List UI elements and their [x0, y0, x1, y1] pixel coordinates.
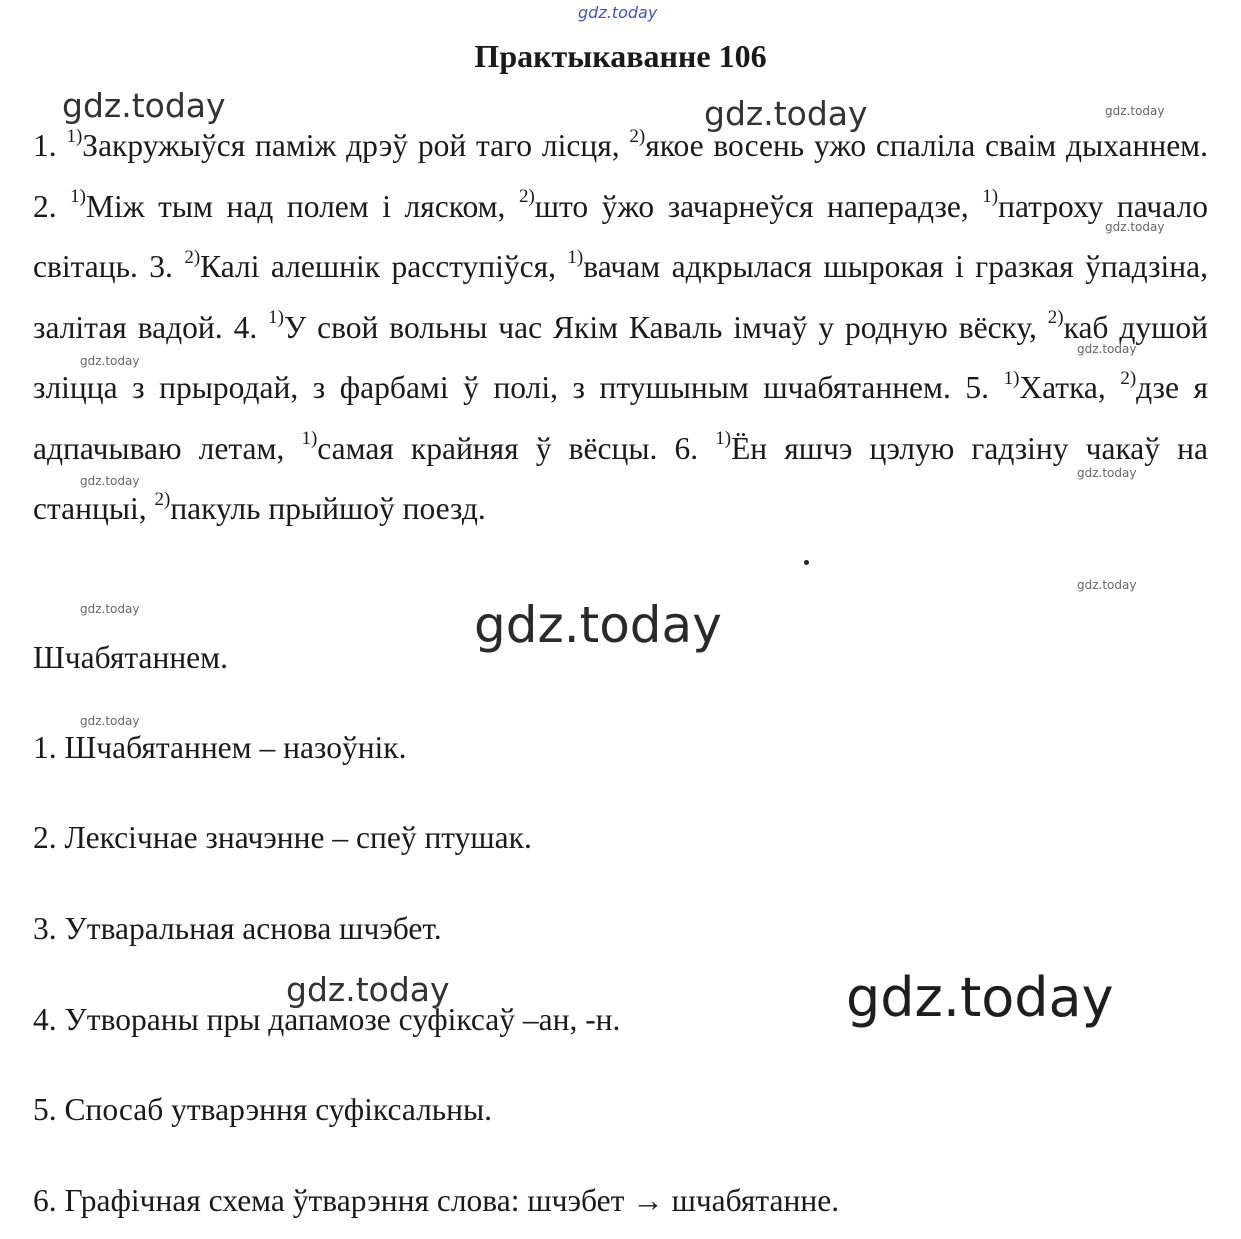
watermark-logo: gdz.today	[80, 602, 140, 616]
sentence-4: 4. $^{1)}$У свой вольны час Якім Каваль імчаў у родную вёску, $^{2)}$каб душой зліцца з прыродай, з фарбамі ў полі, з птушыным шчабятаннем.	[33, 307, 1209, 405]
watermark-logo: gdz.today	[286, 970, 450, 1009]
sentence-5: 5. $^{1)}$Хатка, $^{2)}$дзе я адпачываю летам, $^{1)}$самая крайняя ў вёсцы.	[33, 367, 1209, 466]
watermark-logo: gdz.today	[1105, 220, 1165, 234]
analysis-item-6: 6. Графічная схема ўтварэння слова: шчэбет → шчабятанне.	[33, 1183, 840, 1218]
watermark-logo: gdz.today	[80, 714, 140, 728]
sentence-2: 2. $^{1)}$Між тым над полем і ляском, $^{2)}$што ўжо зачарнеўся наперадзе, $^{1)}$патроху пачало світаць.	[33, 186, 1209, 284]
watermark-logo: gdz.today	[1077, 578, 1137, 592]
watermark-logo: gdz.today	[846, 966, 1114, 1029]
watermark-logo: gdz.today	[704, 94, 868, 133]
stray-dot	[804, 560, 809, 565]
watermark-logo: gdz.today	[1077, 466, 1137, 480]
exercise-paragraph	[33, 116, 1208, 540]
sentence-6: 6. $^{1)}$Ён яшчэ цэлую гадзіну чакаў на станцыі, $^{2)}$пакуль прыйшоў поезд.	[33, 428, 1208, 526]
watermark-logo: gdz.today	[1077, 342, 1137, 356]
word-heading: Шчабятаннем.	[33, 640, 228, 675]
watermark-logo: gdz.today	[80, 354, 140, 368]
watermark-logo: gdz.today	[578, 3, 658, 22]
analysis-item-4: 4. Утвораны пры дапамозе суфіксаў –ан, -н.	[33, 1002, 621, 1037]
watermark-logo: gdz.today	[62, 86, 226, 125]
analysis-item-2: 2. Лексічнае значэнне – спеў птушак.	[33, 820, 532, 855]
sentence-1: 1. $^{1)}$Закружыўся паміж дрэў рой таго лісця, $^{2)}$якое восень ужо спаліла сваім дыханнем.	[33, 125, 1208, 163]
watermark-logo: gdz.today	[80, 474, 140, 488]
analysis-item-1: 1. Шчабятаннем – назоўнік.	[33, 730, 407, 765]
analysis-item-3: 3. Утваральная аснова шчэбет.	[33, 911, 442, 946]
watermark-logo: gdz.today	[1105, 104, 1165, 118]
sentence-3: 3. $^{2)}$Калі алешнік расступіўся, $^{1)}$вачам адкрылася шырокая і гразкая ўпадзіна, залітая вадой.	[33, 246, 1209, 345]
analysis-item-5: 5. Спосаб утварэння суфіксальны.	[33, 1092, 493, 1127]
page-title: Практыкаванне 106	[474, 38, 767, 74]
watermark-logo: gdz.today	[474, 596, 722, 654]
